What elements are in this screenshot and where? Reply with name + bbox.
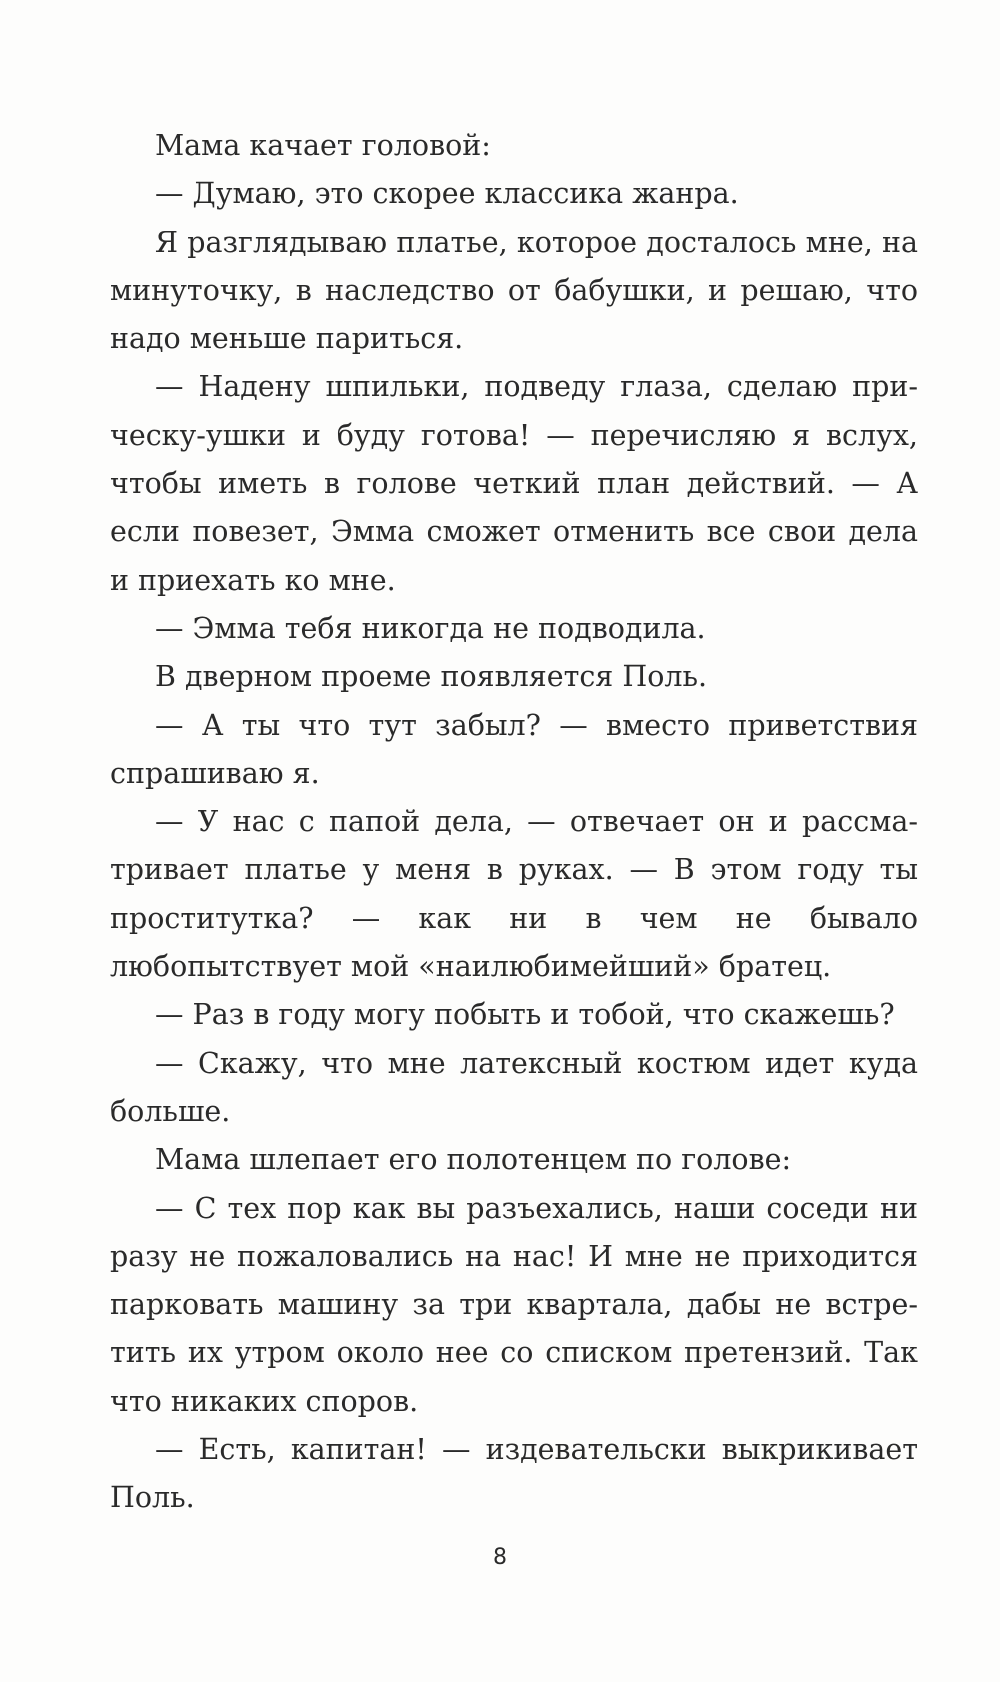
paragraph-3: Я разглядываю платье, которое досталось мне, на минуточку, в наследство от бабушки, и решаю, что надо меньше париться. (110, 225, 918, 356)
paragraph-8: — У нас с папой дела, — отвечает он и рассматривает платье у меня в руках. — В этом году ты проститутка? — как ни в чем не бывало любопытствует мой «наилюбимейший» братец. (110, 805, 918, 984)
paragraph-4: — Надену шпильки, подведу глаза, сделаю прическу-ушки и буду готова! — перечисляю я вслух, чтобы иметь в голове четкий план действий. — А если повезет, Эмма сможет отменить все свои дела и приехать ко мне. (110, 370, 918, 597)
page-body-text (110, 122, 918, 1523)
page-number: 8 (493, 1545, 507, 1570)
paragraph-9: — Раз в году могу побыть и тобой, что скажешь? (155, 998, 895, 1032)
paragraph-10: — Скажу, что мне латексный костюм идет куда больше. (110, 1046, 918, 1128)
paragraph-11: Мама шлепает его полотенцем по голове: (155, 1143, 792, 1177)
paragraph-13: — Есть, капитан! — издевательски выкрикивает Поль. (110, 1433, 918, 1515)
paragraph-12: — С тех пор как вы разъехались, наши соседи ни разу не пожаловались на нас! И мне не приходится парковать машину за три квартала, дабы не встретить их утром около нее со списком претензий. Так что никаких споров. (110, 1191, 918, 1418)
paragraph-7: — А ты что тут забыл? — вместо приветствия спрашиваю я. (110, 708, 918, 790)
paragraph-5: — Эмма тебя никогда не подводила. (155, 611, 706, 645)
paragraph-2: — Думаю, это скорее классика жанра. (155, 177, 739, 211)
paragraph-1: Мама качает головой: (155, 129, 491, 162)
paragraph-6: В дверном проеме появляется Поль. (155, 660, 708, 694)
